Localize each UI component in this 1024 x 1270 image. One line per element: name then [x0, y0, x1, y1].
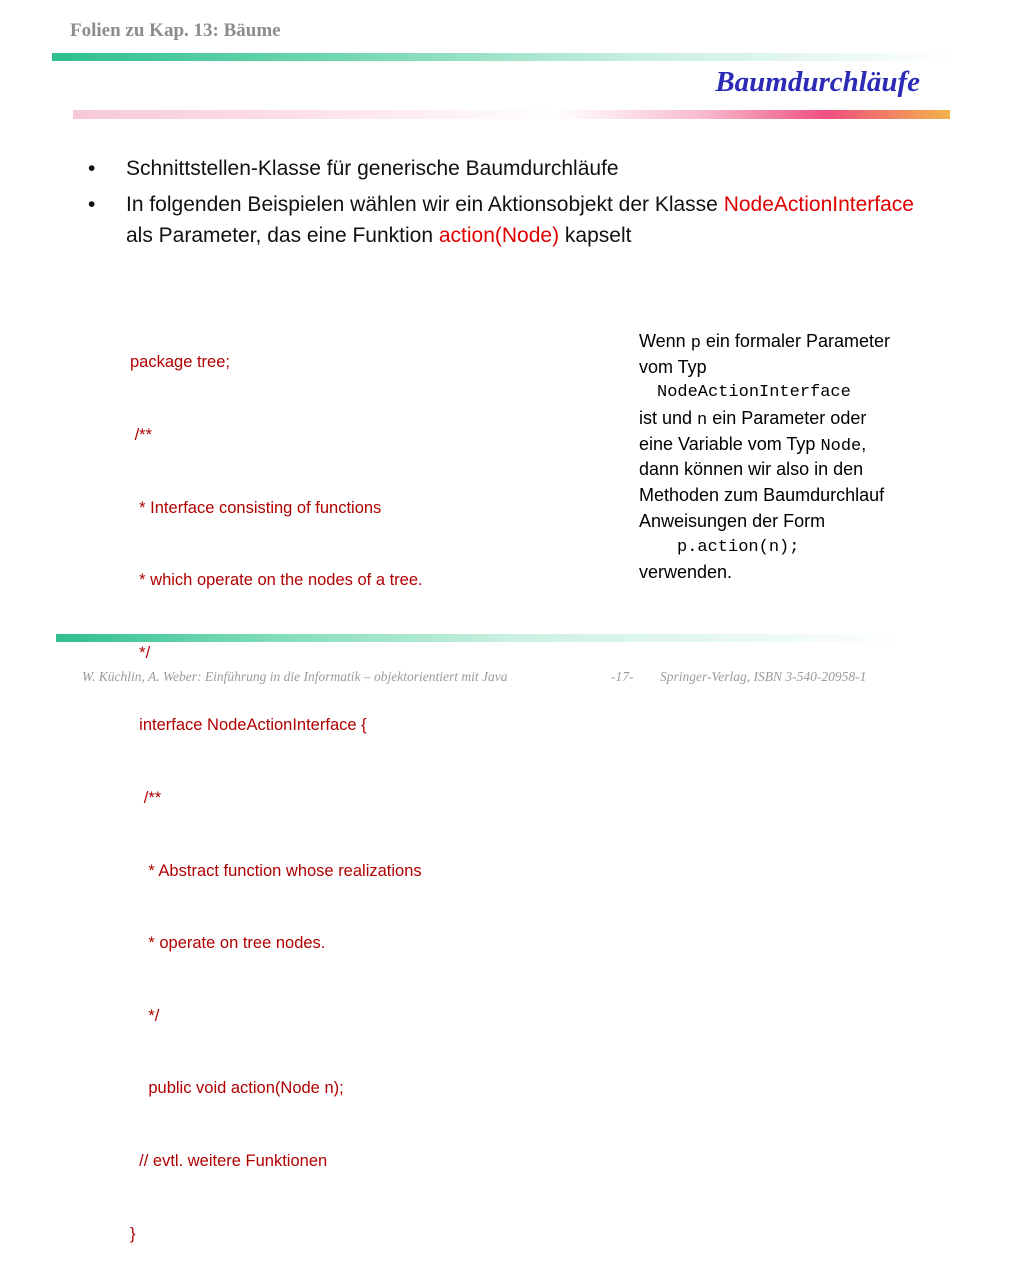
code-line: package tree;	[130, 353, 230, 372]
code-line: */	[130, 643, 151, 662]
slide-title: Baumdurchläufe	[715, 66, 920, 98]
code-line: * Interface consisting of functions	[130, 498, 382, 517]
footer-citation: W. Küchlin, A. Weber: Einführung in die Informatik – objektorientiert mit Java	[82, 669, 508, 684]
bullet-text: als Parameter, das eine Funktion	[126, 224, 439, 247]
bullet-list	[88, 153, 928, 256]
side-text: ,	[861, 433, 867, 454]
bullet-text: kapselt	[559, 224, 632, 247]
side-line	[639, 329, 949, 355]
bullet-marker: •	[88, 193, 96, 216]
code-line: */	[130, 1006, 160, 1025]
code-line: public void action(Node n);	[130, 1079, 344, 1098]
side-line	[639, 432, 949, 458]
footer-publisher: Springer-Verlag, ISBN 3-540-20958-1	[660, 669, 867, 684]
side-line: dann können wir also in den	[639, 459, 864, 480]
code-line: // evtl. weitere Funktionen	[130, 1151, 328, 1170]
side-text: ist und	[639, 408, 698, 429]
code-line: }	[130, 1224, 136, 1243]
side-line: vom Typ	[639, 356, 707, 377]
code-token: Node	[820, 436, 862, 456]
bottom-divider	[56, 634, 906, 642]
bullet-item-2	[88, 189, 928, 251]
code-token: n	[697, 411, 708, 431]
code-listing	[130, 302, 423, 1270]
side-text: ein Parameter oder	[707, 408, 867, 429]
side-line: verwenden.	[639, 562, 733, 583]
code-token: p	[690, 334, 701, 353]
code-line: * which operate on the nodes of a tree.	[130, 571, 423, 590]
side-text: eine Variable vom Typ	[639, 433, 821, 454]
side-code-line: NodeActionInterface	[657, 383, 851, 403]
side-code-line: p.action(n);	[677, 537, 800, 557]
side-line: Methoden zum Baumdurchlauf	[639, 485, 885, 506]
code-line: interface NodeActionInterface {	[130, 716, 367, 735]
code-line: /**	[130, 426, 153, 444]
function-name-highlight: action(Node)	[438, 224, 560, 247]
side-text: Wenn	[639, 331, 691, 351]
bullet-marker: •	[88, 157, 96, 180]
code-line: /**	[130, 788, 162, 807]
footer-page-number: -17-	[611, 669, 634, 684]
side-line	[639, 406, 949, 432]
code-line: * operate on tree nodes.	[130, 934, 326, 953]
top-divider	[52, 53, 957, 61]
class-name-highlight: NodeActionInterface	[723, 193, 914, 216]
code-line: * Abstract function whose realizations	[130, 861, 422, 880]
header-title: Folien zu Kap. 13: Bäume	[70, 20, 281, 41]
bullet-text: Schnittstellen-Klasse für generische Baumdurchläufe	[126, 157, 619, 180]
side-line: Anweisungen der Form	[639, 510, 826, 531]
bullet-item-1	[88, 153, 928, 184]
side-text: ein formaler Parameter	[700, 331, 890, 351]
side-explanation	[639, 329, 949, 586]
title-divider	[73, 110, 950, 119]
bullet-text: In folgenden Beispielen wählen wir ein Aktionsobjekt der Klasse	[126, 193, 724, 216]
